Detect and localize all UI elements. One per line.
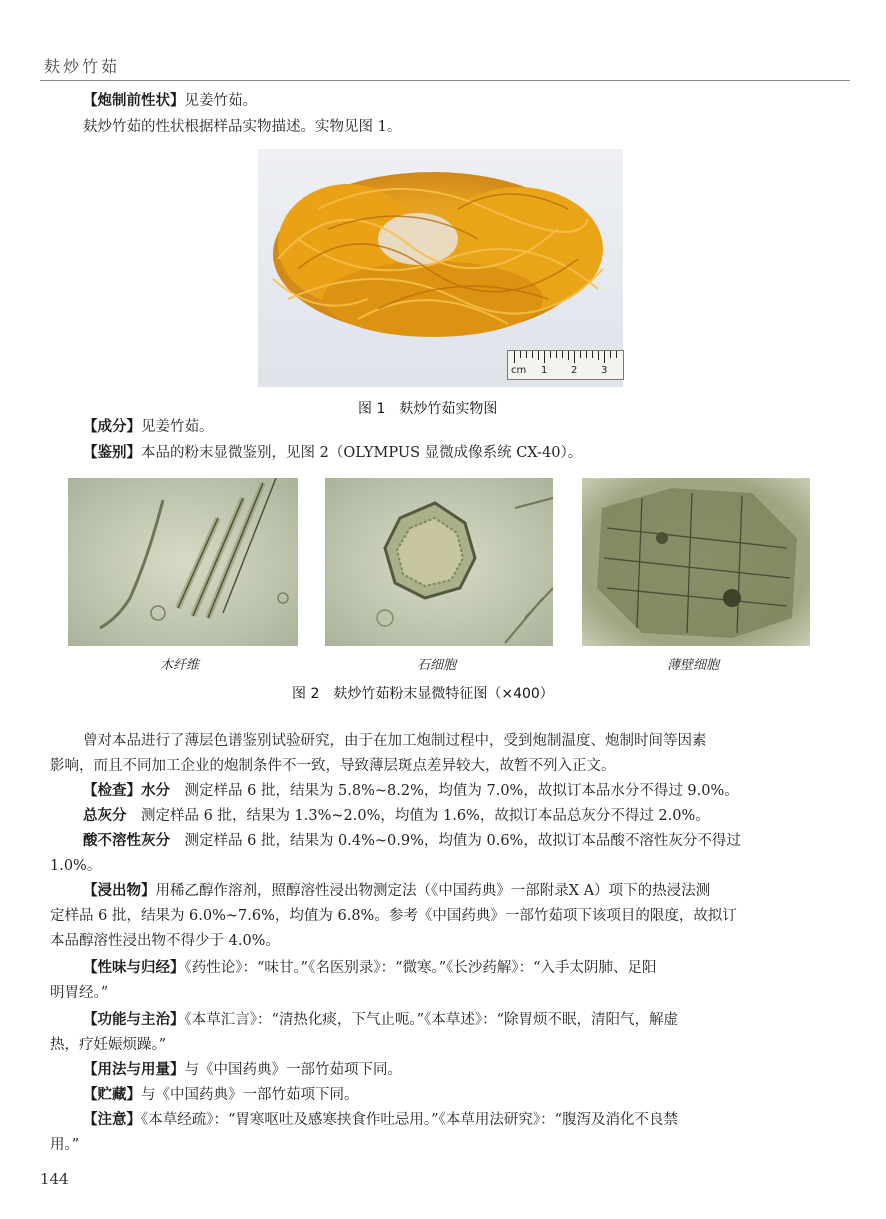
caution-paragraph [50,1108,835,1133]
moisture-text: 测定样品 6 批，结果为 5.8%~8.2%，均值为 7.0%，故拟订本品水分不得过 9.0%。 [184,783,739,799]
pre-processing-paragraph [50,89,835,114]
total-ash-label: 总灰分 [83,808,127,824]
inspection-label: 【检查】 [83,783,141,799]
identification-text: 本品的粉末显微鉴别，见图 2（OLYMPUS 显微成像系统 CX-40）。 [141,445,583,461]
nature-text: 《药性论》：“味甘。”《名医别录》：“微寒。”《长沙药解》：“入手太阴肺、足阳 [184,960,657,976]
function-label: 【功能与主治】 [83,1012,185,1028]
running-title: 麸炒竹茹 [44,57,121,76]
function-paragraph [50,1008,835,1033]
micrograph-wood-fiber [68,478,298,646]
extract-line-3: 本品醇溶性浸出物不得少于 4.0%。 [50,933,280,949]
description-paragraph: 麸炒竹茹的性状根据样品实物描述。实物见图 1。 [83,119,402,135]
panel-label-wood-fiber: 木纤维 [160,658,200,673]
pre-processing-text: 见姜竹茹。 [184,93,257,109]
figure-2-caption: 图 2 麸炒竹茹粉末显微特征图（×400） [292,686,554,702]
panel-label-stone-cell: 石细胞 [417,658,457,673]
panel-label-parenchyma-cell: 薄壁细胞 [667,658,720,673]
identification-label: 【鉴别】 [83,445,141,461]
caution-label: 【注意】 [83,1112,141,1128]
extract-paragraph [50,879,835,904]
usage-text: 与《中国药典》一部竹茹项下同。 [184,1062,402,1078]
micrograph-parenchyma-cell [582,478,810,646]
total-ash-text: 测定样品 6 批，结果为 1.3%~2.0%，均值为 1.6%，故拟订本品总灰分不得过 2.0%。 [141,808,710,824]
ingredients-label: 【成分】 [83,419,141,435]
moisture-label: 水分 [141,783,170,799]
usage-label: 【用法与用量】 [83,1062,185,1078]
acid-ash-line-2: 1.0%。 [50,858,102,874]
usage-paragraph [50,1058,835,1083]
nature-label: 【性味与归经】 [83,960,185,976]
storage-paragraph [50,1083,835,1108]
ingredients-paragraph [50,415,835,440]
caution-text: 《本草经疏》：“胃寒呕吐及感寒挟食作吐忌用。”《本草用法研究》：“腹泻及消化不良禁 [141,1112,678,1128]
ruler-mark-2: 2 [571,365,578,376]
storage-text: 与《中国药典》一部竹茹项下同。 [141,1087,359,1103]
function-text: 《本草汇言》：“清热化痰，下气止呃。”《本草述》：“除胃烦不眠，清阳气，解虚 [184,1012,678,1028]
storage-label: 【贮藏】 [83,1087,141,1103]
ruler-mark-3: 3 [601,365,608,376]
measurement-ruler [507,350,624,380]
ruler-mark-1: 1 [541,365,548,376]
nature-paragraph [50,956,835,981]
figure-1-caption: 图 1 麸炒竹茹实物图 [358,401,498,417]
pre-processing-label: 【炮制前性状】 [83,93,185,109]
extract-label: 【浸出物】 [83,883,156,899]
tlc-note-line-1: 曾对本品进行了薄层色谱鉴别试验研究，由于在加工炮制过程中，受到炮制温度、炮制时间等因素 [83,733,707,749]
caution-line-2: 用。” [50,1137,80,1153]
micrograph-stone-cell [325,478,553,646]
page-number: 144 [40,1170,69,1188]
acid-ash-paragraph [50,829,835,854]
header-rule [40,80,850,81]
total-ash-paragraph [50,804,835,829]
identification-paragraph [50,441,835,466]
nature-line-2: 明胃经。” [50,985,109,1001]
function-line-2: 热，疗妊娠烦躁。” [50,1037,167,1053]
inspection-paragraph [50,779,835,804]
ingredients-text: 见姜竹茹。 [141,419,214,435]
ruler-unit: cm [511,365,527,376]
tlc-note-line-2: 影响，而且不同加工企业的炮制条件不一致，导致薄层斑点差异较大，故暂不列入正文。 [50,758,616,774]
acid-ash-label: 酸不溶性灰分 [83,833,170,849]
acid-ash-text: 测定样品 6 批，结果为 0.4%~0.9%，均值为 0.6%，故拟订本品酸不溶性灰分不得过 [184,833,741,849]
extract-line-2: 定样品 6 批，结果为 6.0%~7.6%，均值为 6.8%。参考《中国药典》一部竹茹项下该项目的限度，故拟订 [50,908,737,924]
extract-text: 用稀乙醇作溶剂，照醇溶性浸出物测定法（《中国药典》一部附录Ⅹ A）项下的热浸法测 [155,883,711,899]
